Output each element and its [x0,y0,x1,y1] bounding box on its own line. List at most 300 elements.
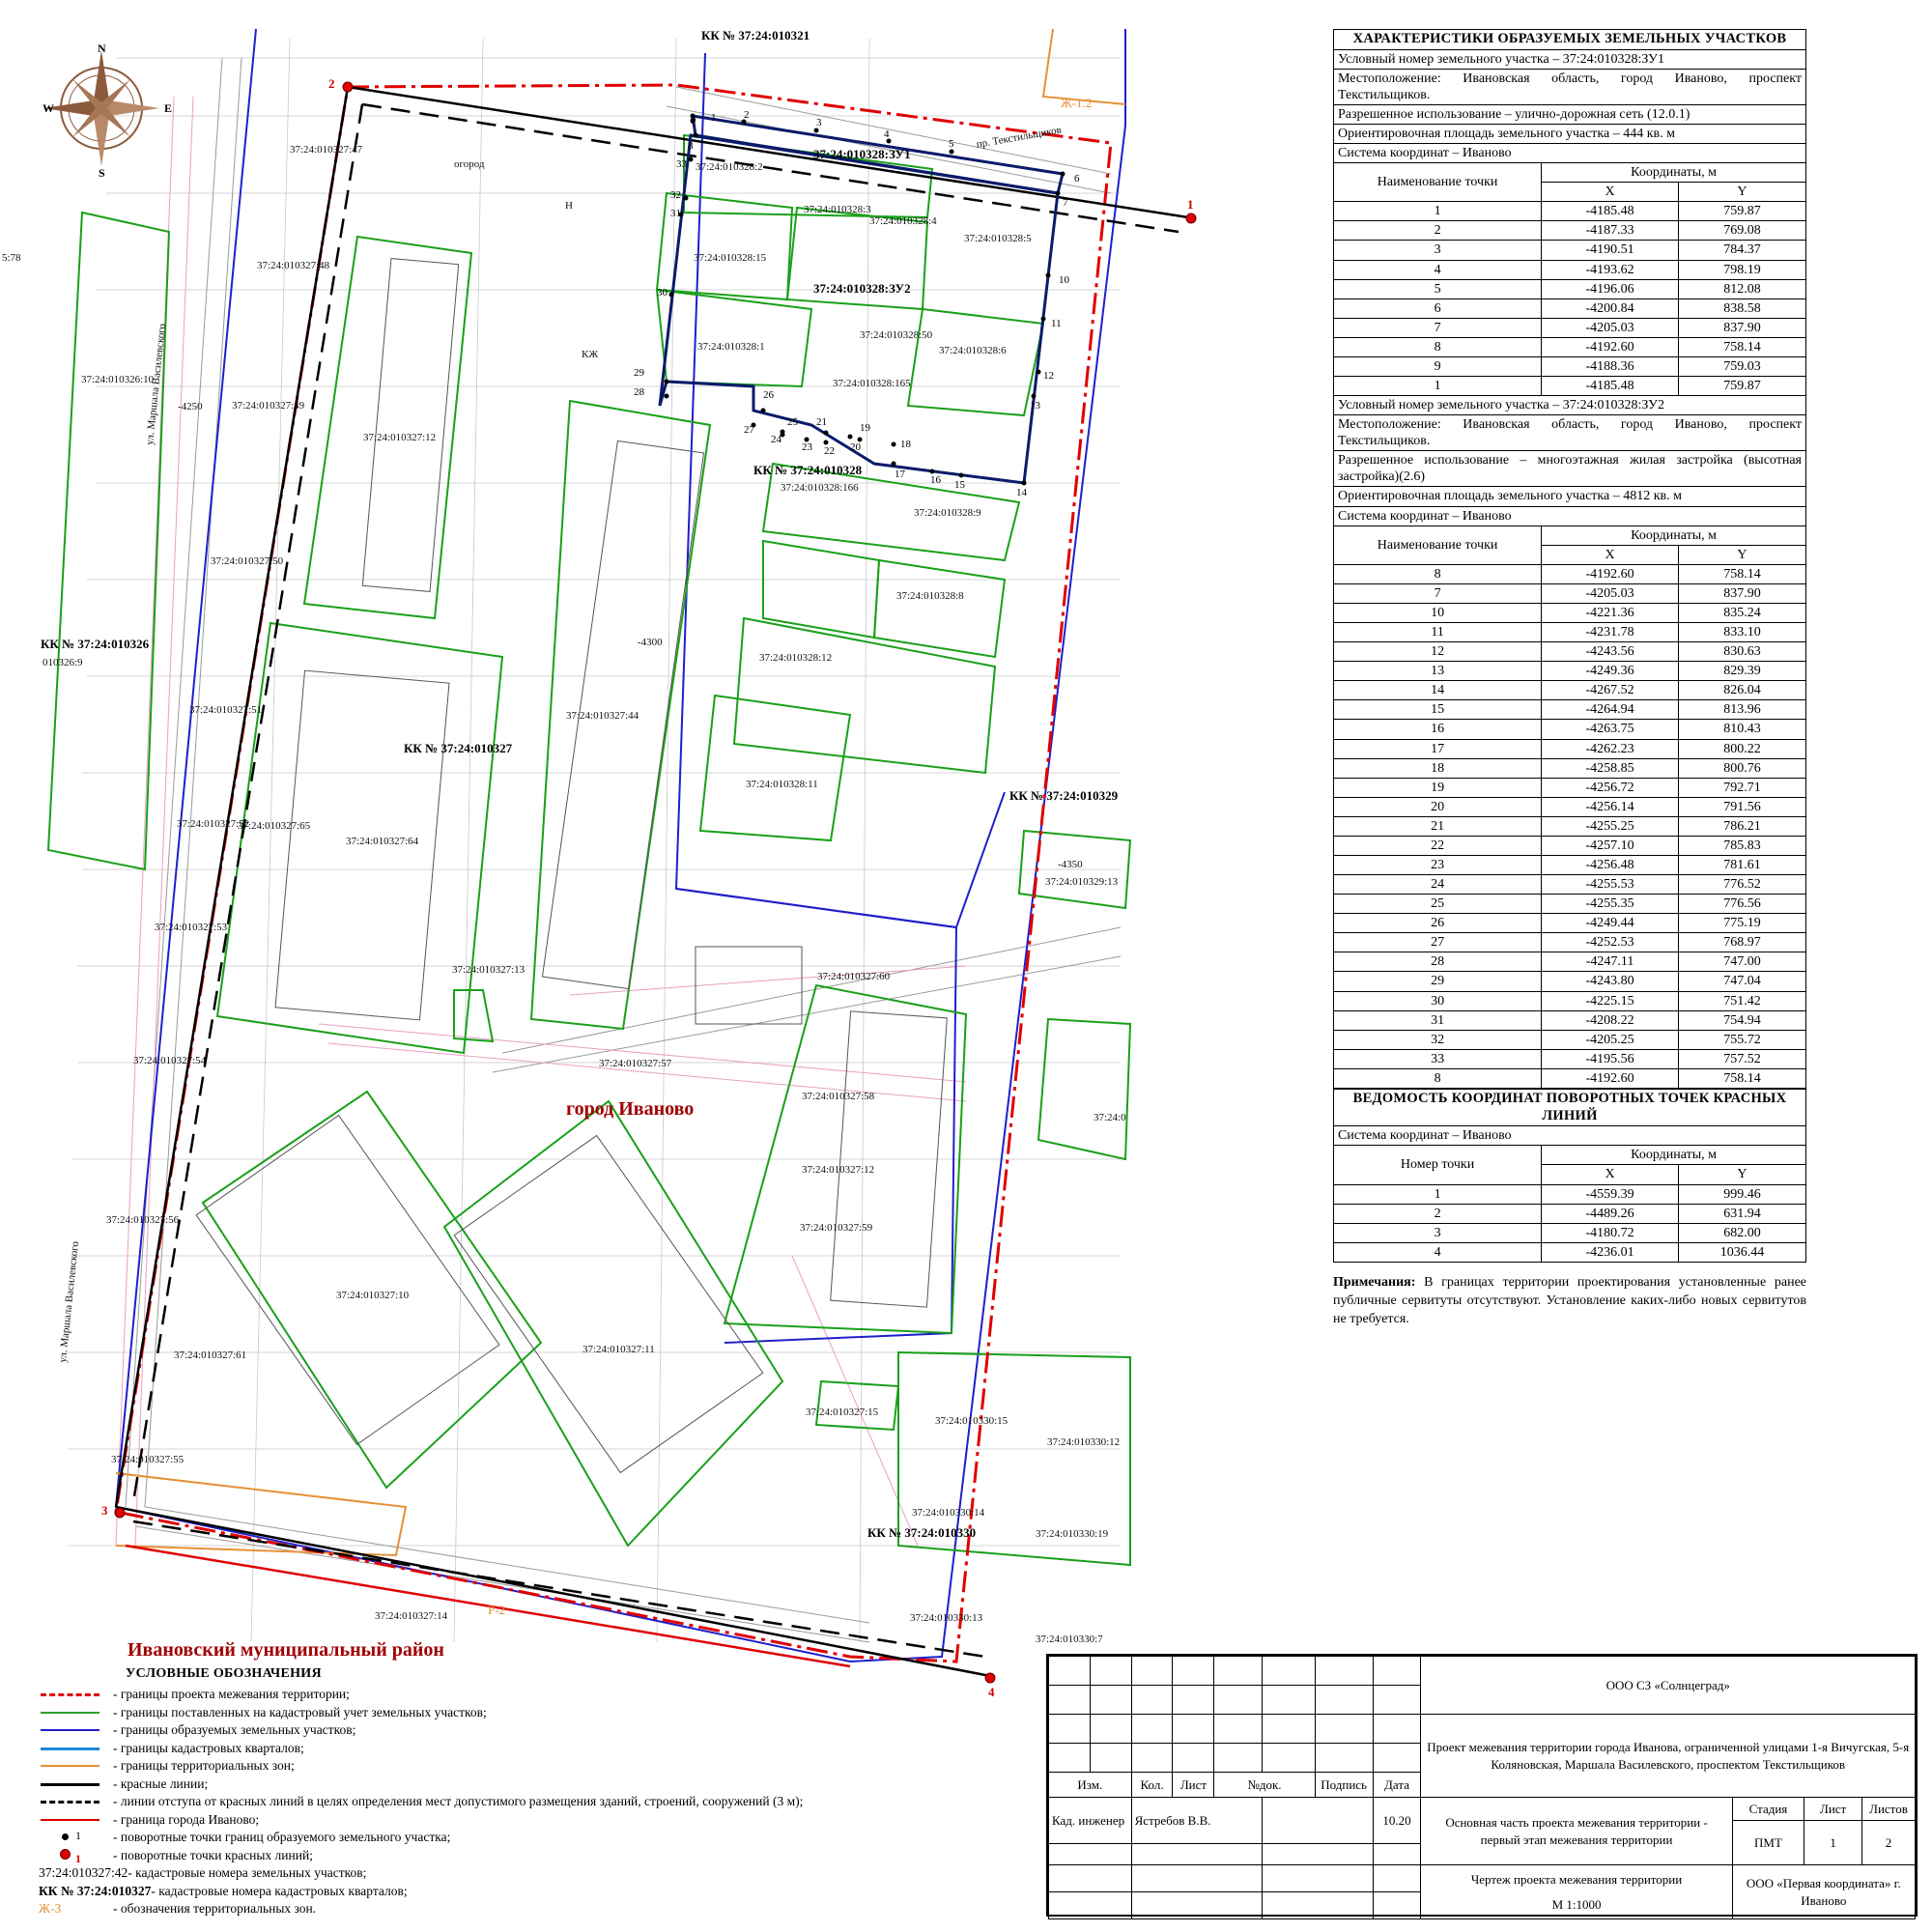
coord-row [1334,564,1806,583]
point-name: 19 [1334,778,1542,797]
point-label: 22 [824,445,835,457]
cadastral-label: 37:24:010328:6 [939,345,1007,356]
red-dashdot-line-icon [39,1689,101,1700]
point-name: 16 [1334,720,1542,739]
red-lines-rows [1334,1184,1806,1262]
coord-y: 785.83 [1678,836,1805,855]
engineer-name: Ястребов В.В. [1131,1798,1262,1844]
legend-item-text: - поворотные точки границ образуемого земельного участка; [113,1830,451,1845]
zu1-rows [1334,202,1806,396]
quarter-label: КК № 37:24:010328 [753,463,863,477]
point-label: 6 [1074,173,1080,185]
quarter-label: КК № 37:24:010329 [1009,788,1119,803]
legend-zone-code: Ж-3 [39,1901,62,1917]
coord-x: -4188.36 [1542,356,1679,376]
sign-date: 10.20 [1373,1798,1421,1844]
coord-y: 837.90 [1678,318,1805,337]
point-name: 7 [1334,583,1542,603]
zu2-system: Система координат – Иваново [1334,506,1806,526]
col-y-header: Y [1678,1165,1805,1184]
legend-item [39,1776,1024,1794]
org-name: ООО «Первая координата» г. Иваново [1732,1865,1915,1919]
orange-line-icon [39,1760,101,1772]
sky-line-icon [39,1743,101,1754]
misc-label: -4250 [178,401,203,412]
red-lines-title: ВЕДОМОСТЬ КООРДИНАТ ПОВОРОТНЫХ ТОЧЕК КРАСНЫХ ЛИНИЙ [1334,1089,1806,1125]
point-name: 23 [1334,855,1542,874]
coord-row [1334,377,1806,396]
coord-x: -4255.25 [1542,816,1679,836]
drawing-name: Чертеж проекта межевания территории [1470,1871,1683,1887]
col-x-header: X [1542,183,1679,202]
cadastral-label: 37:24:010327:14 [375,1610,448,1622]
cadastral-label: 010326:9 [43,657,83,668]
cadastral-label: 37:24:010327:64 [346,836,419,847]
point-name: 18 [1334,758,1542,778]
coord-row [1334,260,1806,279]
cadastral-label: 37:24:010329:13 [1045,876,1119,888]
cadastral-label: 37:24:010328:50 [860,329,933,341]
coord-x: -4190.51 [1542,241,1679,260]
legend-item-text: - линии отступа от красных линий в целях определения мест допустимого размещения зданий, строений, сооружений (3 м); [113,1794,804,1809]
coord-row [1334,739,1806,758]
point-label: 12 [1043,370,1054,382]
coord-y: 682.00 [1678,1223,1805,1242]
point-name: 33 [1334,1049,1542,1068]
zu1-area: Ориентировочная площадь земельного участка – 444 кв. м [1334,125,1806,144]
point-name: 13 [1334,662,1542,681]
red-lines-table [1333,1089,1806,1263]
cadastral-label: 37:24:010328:15 [694,252,767,264]
point-name: 17 [1334,739,1542,758]
legend-item [39,1757,1024,1776]
point-label: 11 [1051,318,1062,329]
coord-y: 758.14 [1678,564,1805,583]
zu2-number: Условный номер земельного участка – 37:24:010328:ЗУ2 [1334,396,1806,415]
notes-text: В границах территории проектирования установленные ранее публичные сервитуты отсутствуют. Установление каких-либо новых сервитутов не требуется. [1333,1274,1806,1326]
col-coords-header: Координаты, м [1542,1146,1806,1165]
cadastral-label: 37:24:010328:166 [781,482,859,494]
cadastral-label: 37:24:010327:51 [189,704,263,716]
coord-row [1334,797,1806,816]
red-point-label: 2 [328,76,335,91]
cadastral-label: 37:24:010327:56 [106,1214,180,1226]
coord-x: -4185.48 [1542,377,1679,396]
legend [39,1666,1024,1918]
coord-y: 784.37 [1678,241,1805,260]
coord-row [1334,1184,1806,1204]
point-name: 21 [1334,816,1542,836]
point-name: 25 [1334,895,1542,914]
point-name: 3 [1334,241,1542,260]
coord-y: 810.43 [1678,720,1805,739]
coord-x: -4255.35 [1542,895,1679,914]
stage-value: ПМТ [1732,1821,1804,1865]
coord-x: -4225.15 [1542,991,1679,1010]
cadastral-label: 37:24:010327:52 [177,818,250,830]
point-label: 31 [670,208,681,219]
point-name: 31 [1334,1010,1542,1030]
zu1-number: Условный номер земельного участка – 37:24:010328:ЗУ1 [1334,49,1806,69]
coord-y: 776.52 [1678,875,1805,895]
coord-y: 838.58 [1678,298,1805,318]
coord-y: 759.87 [1678,202,1805,221]
cadastral-label: 37:24:010327:47 [290,144,363,156]
coord-x: -4192.60 [1542,564,1679,583]
misc-label: КЖ [582,349,599,360]
point-name: 1 [1334,377,1542,396]
coord-row [1334,1030,1806,1049]
coord-y: 776.56 [1678,895,1805,914]
coord-x: -4255.53 [1542,875,1679,895]
point-label: 24 [771,434,781,445]
point-label: 30 [657,287,668,298]
col-kol: Кол. [1131,1773,1173,1798]
point-label: 1 [711,112,717,124]
cadastral-label: 37:24:010327:61 [174,1350,247,1361]
point-name: 7 [1334,318,1542,337]
point-name: 22 [1334,836,1542,855]
legend-item-text: - поворотные точки красных линий; [113,1847,313,1862]
point-name: 11 [1334,623,1542,642]
point-label: 32 [670,189,681,201]
characteristics-table [1333,29,1806,1089]
quarter-label: КК № 37:24:010330 [867,1525,977,1540]
cadastral-label: 37:24:010327:59 [800,1222,873,1234]
street-label: ул. Маршала Василевского [57,1240,82,1364]
compass-s-label: S [99,166,105,180]
point-name: 15 [1334,700,1542,720]
legend-zone-text: - обозначения территориальных зон. [113,1901,317,1917]
coord-row [1334,318,1806,337]
coord-y: 792.71 [1678,778,1805,797]
legend-code-text: - кадастровые номера земельных участков; [128,1865,367,1881]
point-name: 5 [1334,279,1542,298]
point-name: 2 [1334,221,1542,241]
col-coords-header: Координаты, м [1542,526,1806,545]
coord-row [1334,337,1806,356]
coord-row [1334,662,1806,681]
coord-x: -4196.06 [1542,279,1679,298]
city-label: город Иваново [566,1098,695,1120]
coord-y: 758.14 [1678,1068,1805,1088]
coord-y: 759.03 [1678,356,1805,376]
cadastral-label: 37:24:010327:10 [336,1290,410,1301]
point-label: 5 [949,138,954,150]
coord-row [1334,914,1806,933]
point-name: 8 [1334,337,1542,356]
coord-row [1334,1068,1806,1088]
cadastral-label: 37:24:010327:13 [452,964,526,976]
col-izm: Изм. [1049,1773,1132,1798]
title-block [1046,1654,1918,1917]
col-ndok: №док. [1214,1773,1315,1798]
coord-row [1334,972,1806,991]
street-label: пр. Текстильщиков [975,124,1063,151]
legend-zone-row [39,1900,1024,1918]
legend-item [39,1704,1024,1722]
zu2-area: Ориентировочная площадь земельного участка – 4812 кв. м [1334,487,1806,506]
coord-row [1334,720,1806,739]
coord-y: 754.94 [1678,1010,1805,1030]
coord-y: 751.42 [1678,991,1805,1010]
point-label: 4 [884,128,890,140]
red-dot-icon [39,1850,101,1865]
cadastral-label: 37:24:010328:5 [964,233,1032,244]
point-label: 20 [850,441,861,453]
coord-x: -4256.72 [1542,778,1679,797]
coord-row [1334,1223,1806,1242]
coord-x: -4221.36 [1542,603,1679,622]
point-label: 25 [787,416,798,428]
point-label: 16 [930,474,941,486]
black-dot-icon [39,1829,101,1843]
legend-item [39,1811,1024,1830]
cadastral-label: 37:24:0 [1094,1112,1126,1123]
coord-x: -4180.72 [1542,1223,1679,1242]
cadastral-label: 37:24:010328:1 [697,341,765,353]
point-name: 14 [1334,681,1542,700]
cadastral-label: 37:24:010327:65 [238,820,311,832]
coord-x: -4192.60 [1542,1068,1679,1088]
col-coords-header: Координаты, м [1542,163,1806,183]
coord-row [1334,623,1806,642]
point-label: 18 [900,439,911,450]
coord-y: 999.46 [1678,1184,1805,1204]
coord-row [1334,816,1806,836]
black-line-icon [39,1778,101,1790]
legend-code: 37:24:010327:42 [39,1865,128,1881]
cadastral-label: 37:24:010327:55 [111,1454,185,1465]
cadastral-label: 37:24:010327:12 [802,1164,875,1176]
coord-row [1334,895,1806,914]
point-label: 21 [816,416,827,428]
col-y-header: Y [1678,545,1805,564]
coord-y: 800.76 [1678,758,1805,778]
sheets-value: 2 [1861,1821,1915,1865]
cadastral-label: 37:24:010330:19 [1036,1528,1109,1540]
stage-label: Стадия [1732,1798,1804,1821]
legend-item [39,1721,1024,1740]
coord-y: 833.10 [1678,623,1805,642]
point-name: 10 [1334,603,1542,622]
legend-item-text: - граница города Иваново; [113,1811,260,1827]
legend-item [39,1793,1024,1811]
coord-x: -4193.62 [1542,260,1679,279]
coord-row [1334,933,1806,952]
coord-row [1334,681,1806,700]
sheet-label: Лист [1804,1798,1862,1821]
drawing-scale: М 1:1000 [1551,1896,1602,1912]
cadastral-label: 37:24:010327:60 [817,971,891,982]
coord-y: 631.94 [1678,1204,1805,1223]
coord-x: -4249.44 [1542,914,1679,933]
zu2-use: Разрешенное использование – многоэтажная жилая застройка (высотная застройка)(2.6) [1334,451,1806,487]
cadastral-label: 37:24:010327:57 [599,1058,672,1069]
zone-label: Ж-1.2 [1061,96,1093,110]
coord-row [1334,1049,1806,1068]
point-name: 29 [1334,972,1542,991]
sheet-value: 1 [1804,1821,1862,1865]
territorial-zones [116,29,1125,1555]
point-name: 28 [1334,952,1542,972]
cadastral-label: 37:24:010328:9 [914,507,981,519]
coord-y: 768.97 [1678,933,1805,952]
district-label: Ивановский муниципальный район [128,1639,444,1661]
quarter-label: КК № 37:24:010321 [701,28,810,43]
col-list: Лист [1173,1773,1214,1798]
coord-x: -4267.52 [1542,681,1679,700]
point-label: 13 [1030,400,1040,412]
legend-quarter-text: - кадастровые номера кадастровых кварталов; [151,1883,408,1898]
coord-y: 747.04 [1678,972,1805,991]
legend-item-text: - границы кадастровых кварталов; [113,1740,304,1755]
coord-y: 812.08 [1678,279,1805,298]
zu2-location: Местоположение: Ивановская область, город Иваново, проспект Текстильщиков. [1334,415,1806,451]
legend-item-text: - границы образуемых земельных участков; [113,1722,356,1738]
coord-x: -4192.60 [1542,337,1679,356]
point-name: 3 [1334,1223,1542,1242]
point-label: 27 [744,424,754,436]
point-name: 4 [1334,1242,1542,1262]
legend-item-text: - границы территориальных зон; [113,1758,295,1774]
coord-row [1334,991,1806,1010]
cadastral-label: 37:24:010328:11 [746,779,818,790]
project-title: Проект межевания территории города Иванова, ограниченной улицами 1-я Вичугская, 5-я Коляновская, Маршала Василевского, проспектом Текстильщиков [1421,1715,1916,1798]
new-parcel-label: 37:24:010328:ЗУ1 [813,147,911,161]
col-point-header: Наименование точки [1334,526,1542,564]
part-title: Основная часть проекта межевания территории - первый этап межевания территории [1421,1798,1732,1865]
coord-y: 758.14 [1678,337,1805,356]
coord-row [1334,875,1806,895]
point-name: 4 [1334,260,1542,279]
cadastral-label: 37:24:010328:12 [759,652,833,664]
cadastral-label: 37:24:010330:13 [910,1612,983,1624]
characteristics-title: ХАРАКТЕРИСТИКИ ОБРАЗУЕМЫХ ЗЕМЕЛЬНЫХ УЧАСТКОВ [1334,30,1806,50]
coord-y: 1036.44 [1678,1242,1805,1262]
coord-x: -4187.33 [1542,221,1679,241]
cadastral-label: 37:24:010328:165 [833,378,911,389]
coord-x: -4236.01 [1542,1242,1679,1262]
point-label: 9 [691,115,696,127]
coord-x: -4489.26 [1542,1204,1679,1223]
coord-row [1334,298,1806,318]
col-y-header: Y [1678,183,1805,202]
coord-x: -4249.36 [1542,662,1679,681]
point-name: 27 [1334,933,1542,952]
point-label: 3 [816,117,822,128]
point-label: 2 [744,109,750,121]
zu1-system: Система координат – Иваново [1334,144,1806,163]
coord-y: 813.96 [1678,700,1805,720]
col-x-header: X [1542,545,1679,564]
cadastral-label: 37:24:010327:54 [133,1055,207,1066]
col-data: Дата [1373,1773,1421,1798]
col-podpis: Подпись [1315,1773,1373,1798]
coord-row [1334,279,1806,298]
coord-y: 757.52 [1678,1049,1805,1068]
misc-label: Н [565,200,573,212]
point-name: 2 [1334,1204,1542,1223]
coord-x: -4231.78 [1542,623,1679,642]
coord-row [1334,700,1806,720]
legend-item-text: - границы проекта межевания территории; [113,1687,350,1702]
cadastral-label: 37:24:010327:48 [257,260,330,271]
point-label: 17 [895,469,905,480]
coord-row [1334,1204,1806,1223]
misc-label: -4350 [1058,859,1083,870]
coord-y: 829.39 [1678,662,1805,681]
zu1-use: Разрешенное использование – улично-дорожная сеть (12.0.1) [1334,104,1806,124]
coord-row [1334,855,1806,874]
cadastral-label: 37:24:010330:7 [1036,1634,1103,1645]
cadastral-label: 37:24:010327:53 [155,922,228,933]
point-label: 10 [1059,274,1069,286]
red-point-label: 4 [988,1685,995,1699]
coord-x: -4262.23 [1542,739,1679,758]
quarter-label: КК № 37:24:010326 [41,637,150,651]
coord-row [1334,642,1806,662]
coord-x: -4195.56 [1542,1049,1679,1068]
coord-row [1334,952,1806,972]
coord-row [1334,603,1806,622]
compass-e-label: E [164,101,173,115]
red-lines-system: Система координат – Иваново [1334,1126,1806,1146]
point-label: 19 [860,422,870,434]
coord-x: -4243.56 [1542,642,1679,662]
coord-row [1334,241,1806,260]
company-name: ООО СЗ «Солнцеград» [1421,1657,1916,1715]
point-name: 6 [1334,298,1542,318]
cadastral-label: 37:24:010327:11 [582,1344,655,1355]
point-label: 8 [688,140,694,152]
col-x-header: X [1542,1165,1679,1184]
coord-row [1334,836,1806,855]
coord-y: 798.19 [1678,260,1805,279]
legend-code-row [39,1864,1024,1883]
coord-row [1334,356,1806,376]
red-lines [116,87,1188,1676]
zu1-location: Местоположение: Ивановская область, город Иваново, проспект Текстильщиков. [1334,69,1806,104]
point-name: 1 [1334,1184,1542,1204]
point-name: 8 [1334,564,1542,583]
coord-x: -4205.25 [1542,1030,1679,1049]
cadastral-label: 37:24:010327:50 [211,555,284,567]
cadastral-label: 37:24:010326:10 [81,374,155,385]
legend-item [39,1847,1024,1865]
right-panel [1333,29,1806,1329]
coord-row [1334,202,1806,221]
point-label: 23 [802,441,812,453]
coord-x: -4247.11 [1542,952,1679,972]
misc-label: 5:78 [2,252,21,264]
point-name: 1 [1334,202,1542,221]
coord-y: 755.72 [1678,1030,1805,1049]
col-point-header: Номер точки [1334,1146,1542,1184]
zu2-rows [1334,564,1806,1088]
point-name: 32 [1334,1030,1542,1049]
misc-label: -4300 [638,637,663,648]
cadastral-label: 37:24:010327:44 [566,710,639,722]
coord-x: -4208.22 [1542,1010,1679,1030]
legend-quarter-row [39,1883,1024,1901]
cadastral-label: 37:24:010327:15 [806,1406,879,1418]
coord-y: 791.56 [1678,797,1805,816]
coord-y: 835.24 [1678,603,1805,622]
coord-x: -4264.94 [1542,700,1679,720]
legend-point-number: 1 [75,1851,81,1865]
point-label: 14 [1016,487,1027,498]
